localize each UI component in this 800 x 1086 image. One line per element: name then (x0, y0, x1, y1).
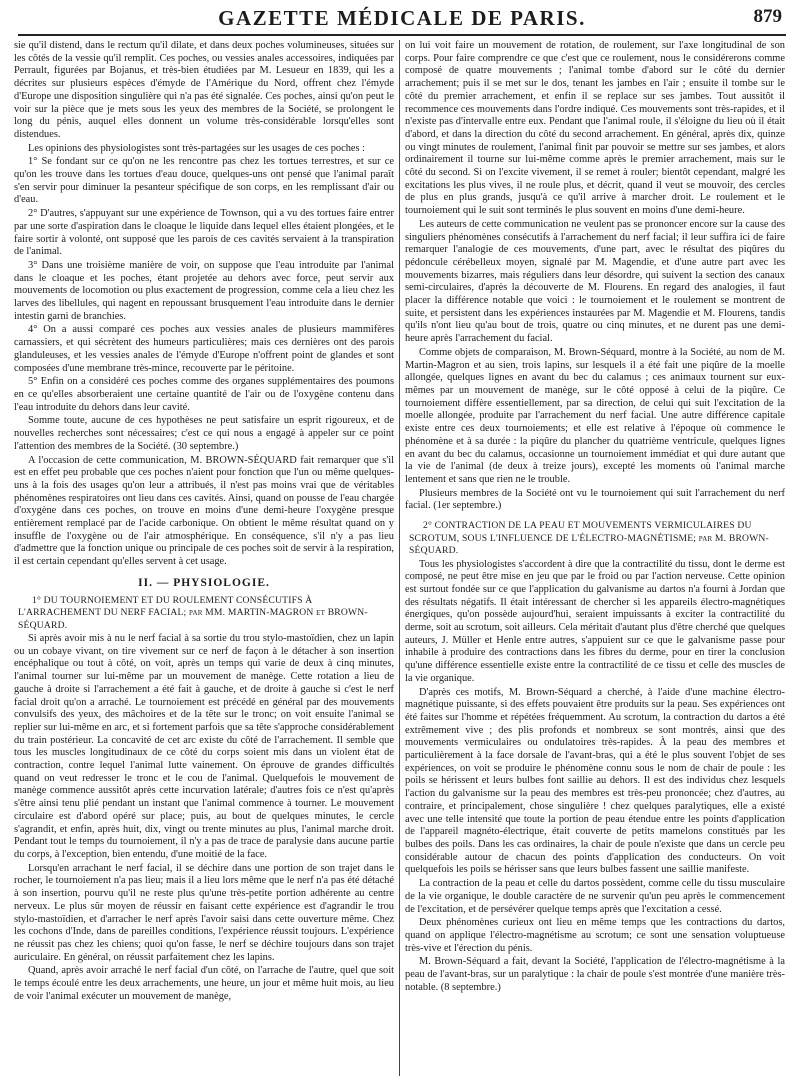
paragraph: Les auteurs de cette communication ne veulent pas se prononcer encore sur la cause des singuliers phénomènes consécutifs à l'arrachement du nerf facial; il leur suffira ici de faire remarquer l'analogie de ces mouvements, d'une part, avec le résultat des piqûres du pédoncule cérébelleux moyen, signalé par M. Magendie, et d'une autre part avec les mouvements bizarres, mais réguliers dans leur désordre, qui suivent la section des canaux semi-circulaires, d'après la découverte de M. Flourens. En regard des analogies, il faut placer la différence notable que voici : le tournoiement et le roulement se montrent de suite, et persistent dans les expériences instaurées par M. Magendie et M. Flourens, tandis qu'ils n'ont lieu qu'au bout de trois, quatre ou cinq minutes, et ne durent pas une demi-heure après l'arrachement du facial. (405, 218, 785, 345)
paragraph: on lui voit faire un mouvement de rotation, de roulement, sur l'axe longitudinal de son corps. Pour faire comprendre ce que c'est que ce roulement, nous le considérerons comme composé de quatre mouvements ; l'animal tombe d'abord sur le côté du dernier arrachement; puis il se met sur le dos, tenant les jambes en l'air ; ensuite il tombe sur le côté du premier arrachement, et enfin il se replace sur ses jambes. Tout aussitôt il recommence ces mouvements dans l'ordre indiqué. Ces mouvements sont très-rapides, et il n'existe pas d'intervalle entre eux. Pendant que l'animal roule, il s'éloigne du lieu où il était d'abord, et dans la direction du côté du second arrachement. En général, après dix, quinze ou vingt minutes de roulement, l'animal finit par pouvoir se mettre sur ses jambes, et alors ordinairement il tourne sur lui-même comme après le premier arrachement, mais sur le côté du second. Si on l'excite vivement, il se remet à rouler; bientôt cependant, malgré les excitations les plus vives, il ne roule plus, et décrit, quand il veut se mouvoir, des cercles de plus en plus grands, jusqu'à ce qu'il arrive à marcher droit. Le roulement et le tournoiement qui le suit sont terminés le plus souvent en moins d'une demi-heure. (405, 40, 785, 217)
paragraph: Plusieurs membres de la Société ont vu le tournoiement qui suit l'arrachement du nerf facial. (1er septembre.) (405, 487, 785, 512)
paragraph: Somme toute, aucune de ces hypothèses ne peut satisfaire un esprit rigoureux, et de nouvelles recherches sont nécessaires; c'est ce qui nous a engagé à appeler sur ce point l'attention des membres de la Société. (30 septembre.) (14, 415, 394, 452)
paragraph: Lorsqu'en arrachant le nerf facial, il se déchire dans une portion de son trajet dans le rocher, le tournoiement n'a pas lieu; mais il a lieu lors même que le nerf n'a pas été détaché à son insertion, pourvu qu'il ne reste plus qu'une très-petite portion adhérente au centre nerveux. Le plus sûr moyen de réussir en faisant cette expérience est d'agrandir le trou stylo-mastoïdien, et d'arracher le nerf après l'avoir saisi dans cette ouverture même. Chez les cochons d'Inde, dans de pareilles conditions, l'expérience réussit toujours. L'expérience ne réussit pas chez les chiens; quoi qu'on fasse, le nerf se déchire toujours dans son trajet auriculaire. En général, on réussit parfaitement chez les lapins. (14, 862, 394, 963)
list-item: 2° D'autres, s'appuyant sur une expérience de Townson, qui a vu des tortues faire entrer par une sorte d'aspiration dans le cloaque le liquide dans lequel elles étaient plongées, et le faire sortir à volonté, ont supposé que les parois de ces cavités servaient à la transpiration de l'animal. (14, 208, 394, 258)
left-column (14, 40, 394, 1080)
paragraph: M. Brown-Séquard a fait, devant la Société, l'application de l'électro-magnétisme à la peau de l'avant-bras, sur un paralytique : la chair de poule s'est montrée d'une manière très-notable. (8 septembre.) (405, 956, 785, 993)
paragraph: A l'occasion de cette communication, M. BROWN-SÉQUARD fait remarquer que s'il est en effet peu probable que ces poches n'aient pour fonction que l'un ou même quelques-uns à la fois des usages qu'on leur a attribués, il n'est pas moins vrai que de véritables phénomènes respiratoires ont lieu dans ces cavités. Ainsi, quand on pousse de l'eau chargée d'oxygène dans ces poches, on trouve en moins d'une demi-heure l'oxygène presque entièrement remplacé par de l'acide carbonique. On obtient le même résultat quand on y insuffle de l'oxygène ou de l'air atmosphérique. En conséquence, s'il n'y a pas lieu d'admettre que la fonction unique ou principale de ces poches soit de servir à la respiration, il est certain cependant qu'elles servent à cet usage. (14, 454, 394, 568)
article-heading: 1° DU TOURNOIEMENT ET DU ROULEMENT CONSÉCUTIFS À L'ARRACHEMENT DU NERF FACIAL; par MM. MARTIN-MAGRON et BROWN-SÉQUARD. (18, 594, 368, 631)
article-heading: 2° CONTRACTION DE LA PEAU ET MOUVEMENTS VERMICULAIRES DU SCROTUM, SOUS L'INFLUENCE DE L'ÉLECTRO-MAGNÉTISME; par M. BROWN-SÉQUARD. (409, 520, 769, 557)
page-number: 879 (753, 6, 782, 27)
section-title: II. — PHYSIOLOGIE. (138, 576, 270, 589)
list-item: 4° On a aussi comparé ces poches aux vessies anales de plusieurs mammifères carnassiers, et qui sécrètent des humeurs particulières; mais ces dernières ont des parois glanduleuses, et les vessies anales de l'émyde d'Europe n'offrent point de glandes et sont composées d'une membrane très-mince, recouverte par le péritoine. (14, 324, 394, 374)
list-item: 3° Dans une troisième manière de voir, on suppose que l'eau introduite par l'animal dans le cloaque et les poches, étant projetée au dehors avec force, peut servir aux mouvements de locomotion ou plus exactement de progression, comme cela a lieu chez les larves des libellules, qui nagent en repoussant brusquement l'eau introduite dans le dernier intestin garni de branchies. (14, 259, 394, 322)
paragraph: Tous les physiologistes s'accordent à dire que la contractilité du tissu, dont le derme est composé, ne peut être mise en jeu que par le froid ou par l'action nerveuse. Cette opinion est surtout fondée sur ce que l'application du galvanisme au dartos n'a fourni à Jordan que des résultats négatifs. Il était intéressant de chercher si les appareils électro-magnétiques énergiques, qu'on possède aujourd'hui, seraient impuissants à exciter la contractilité du derme, soit au scrotum, soit ailleurs. Cela méritait d'autant plus d'être cherché que quelques auteurs, J. Müller et Henle entre autres, s'appuient sur ce que le galvanisme passe pour inhabile à produire des contractions dans les fibres du derme, pour en tirer la conclusion qu'une différence essentielle existe entre la contractilité de ce tissu et celle des muscles de la vie organique. (405, 558, 785, 684)
paragraph: D'après ces motifs, M. Brown-Séquard a cherché, à l'aide d'une machine électro-magnétique puissante, si des effets pouvaient être produits sur la peau. Ses expériences ont été faites sur l'homme et répétées fréquemment. Au scrotum, la contraction du dartos a été extrêmement vive ; des plis profonds et nombreux se sont montrés, ainsi que des mouvements vermiculaires ou ondulatoires très-rapides. À la peau des membres et particulièrement à la face dorsale de l'avant-bras, qui a été le plus souvent l'objet de ses expériences, on voit se produire le phénomène connu sous le nom de chair de poule : les poils se hérissent et leurs bulbes font saillie au dehors. Il est des individus chez lesquels l'action du galvanisme sur la peau des membres est très-peu prononcée; chez d'autres, au contraire, et principalement, chose singulière ! chez quelques paralytiques, elle a existé avec une telle intensité que toute la portion de peau étendue entre les points d'application de l'appareil magnéto-électrique, était couverte de petits mamelons constitués par les bulbes des poils. Dans les cas ordinaires, la chair de poule n'existe que dans un cercle peu considérable autour de chacun des points d'application des conducteurs. On voit quelquefois les poils se hérisser sans que leurs bulbes fassent une saillie manifeste. (405, 686, 785, 876)
paragraph: Si après avoir mis à nu le nerf facial à sa sortie du trou stylo-mastoïdien, chez un lapin ou un cobaye vivant, on tire vivement sur ce nerf de façon à le détacher à son insertion encéphalique ou tout à côté, on voit, après un temps qui varie de deux à cinq minutes, l'animal tourner sur lui-même par un mouvement de manège. Cette rotation a lieu de gauche à droite si l'arrachement a été fait à gauche, et de droite à gauche si c'est le nerf facial droit qu'on a arraché. Le tournoiement est précédé en général par des mouvements convulsifs des yeux, des mâchoires et de la tête sur le tronc; on voit ensuite l'animal se replier sur lui-même en arc, et si fortement parfois que sa tête s'approche considérablement du train postérieur. La concavité de cet arc existe du côté de l'arrachement. Il semble que tous les muscles longitudinaux de ce côté du corps soient mis dans un violent état de contraction, contre lequel l'animal lutte vainement. On éprouve de grandes difficultés quand on veut redresser le tronc et le cou de l'animal. Quelquefois le mouvement de manège commence aussitôt après cette incurvation latérale; d'autres fois ce n'est qu'après s'être ainsi tenu plié pendant un instant que l'animal commence à tourner. Le mouvement circulaire est d'abord opéré sur place; puis, au bout de quelques minutes, le cercle s'agrandit, et enfin, après huit, dix, vingt ou trente minutes au plus, l'animal marche droit. Pendant tout le temps du tournoiement, il n'y a pas de trace de paralysie dans aucune partie du corps, à l'exception, bien entendu, d'une moitié de la face. (14, 633, 394, 860)
list-item: 1° Se fondant sur ce qu'on ne les rencontre pas chez les tortues terrestres, et sur ce qu'on les trouve dans les tortues d'eau douce, quelques-uns ont pensé que l'animal paraît s'en servir pour diminuer la pesanteur spécifique de son corps, en les remplissant d'air ou d'eau. (14, 156, 394, 206)
journal-title: GAZETTE MÉDICALE DE PARIS. (218, 6, 586, 30)
paragraph: Deux phénomènes curieux ont lieu en même temps que les contractions du dartos, quand on applique l'électro-magnétisme au scrotum; ce sont une sensation voluptueuse très-vive et l'érection du pénis. (405, 917, 785, 954)
page-header (18, 4, 786, 36)
list-item: 5° Enfin on a considéré ces poches comme des organes supplémentaires des poumons en ce qu'elles absorberaient une certaine quantité de l'air ou de l'oxygène contenu dans l'eau introduite du dehors dans leur cavité. (14, 376, 394, 413)
right-column (405, 40, 785, 1080)
column-divider (399, 40, 400, 1076)
paragraph: Comme objets de comparaison, M. Brown-Séquard, montre à la Société, au nom de M. Martin-Magron et au sien, trois lapins, sur lesquels il a été fait une piqûre de la moelle allongée, quelques lignes en avant du bec du calamus ; ces animaux tournent sur eux-mêmes par un mouvement de manège, sur le côté opposé à celui de la piqûre. Ce tournoiement diffère essentiellement, par sa direction, de celui qui suit l'excitation de la moelle allongée, produite par l'arrachement du nerf facial. Une autre différence capitale existe entre ces deux tournoiements; et elle est relative à l'époque où commence le phénomène et à sa durée : la piqûre du plancher du quatrième ventricule, quelques lignes en avant du bec du calamus, occasionne un tournoiement immédiat et qui dure autant que la vie de l'animal (de deux à treize jours), excepté les moments où l'animal marche lentement et sans que rien ne le trouble. (405, 346, 785, 485)
paragraph: sie qu'il distend, dans le rectum qu'il dilate, et dans deux poches volumineuses, situées sur les côtés de la vessie qu'il remplit. Ces poches, ou vessies anales accessoires, indiquées par Perrault, figurées par Bojanus, et très-bien étudiées par M. Lesueur en 1839, qui les a décrites sur plusieurs espèces d'émyde de l'Amérique du Nord, offrent chez l'émyde d'Europe une disposition singulière qui n'a pas été signalée. Ces poches, ainsi qu'on peut le voir sur la pièce que je mets sous les yeux des membres de la Société, se prolongent le long du pénis, auquel elles donnent un volume très-considérable lorsqu'elles sont distendues. (14, 40, 394, 140)
paragraph: Les opinions des physiologistes sont très-partagées sur les usages de ces poches : (28, 142, 366, 154)
paragraph: La contraction de la peau et celle du dartos possèdent, comme celle du tissu musculaire de la vie organique, le double caractère de ne survenir qu'un peu après le commencement de l'excitation, et de persévérer quelque temps après que l'excitation a cessé. (405, 878, 785, 915)
paragraph: Quand, après avoir arraché le nerf facial d'un côté, on l'arrache de l'autre, quel que soit le temps écoulé entre les deux arrachements, une heure, un jour et même huit mois, au lieu de voir l'animal exécuter un mouvement de manège, (14, 965, 394, 1002)
